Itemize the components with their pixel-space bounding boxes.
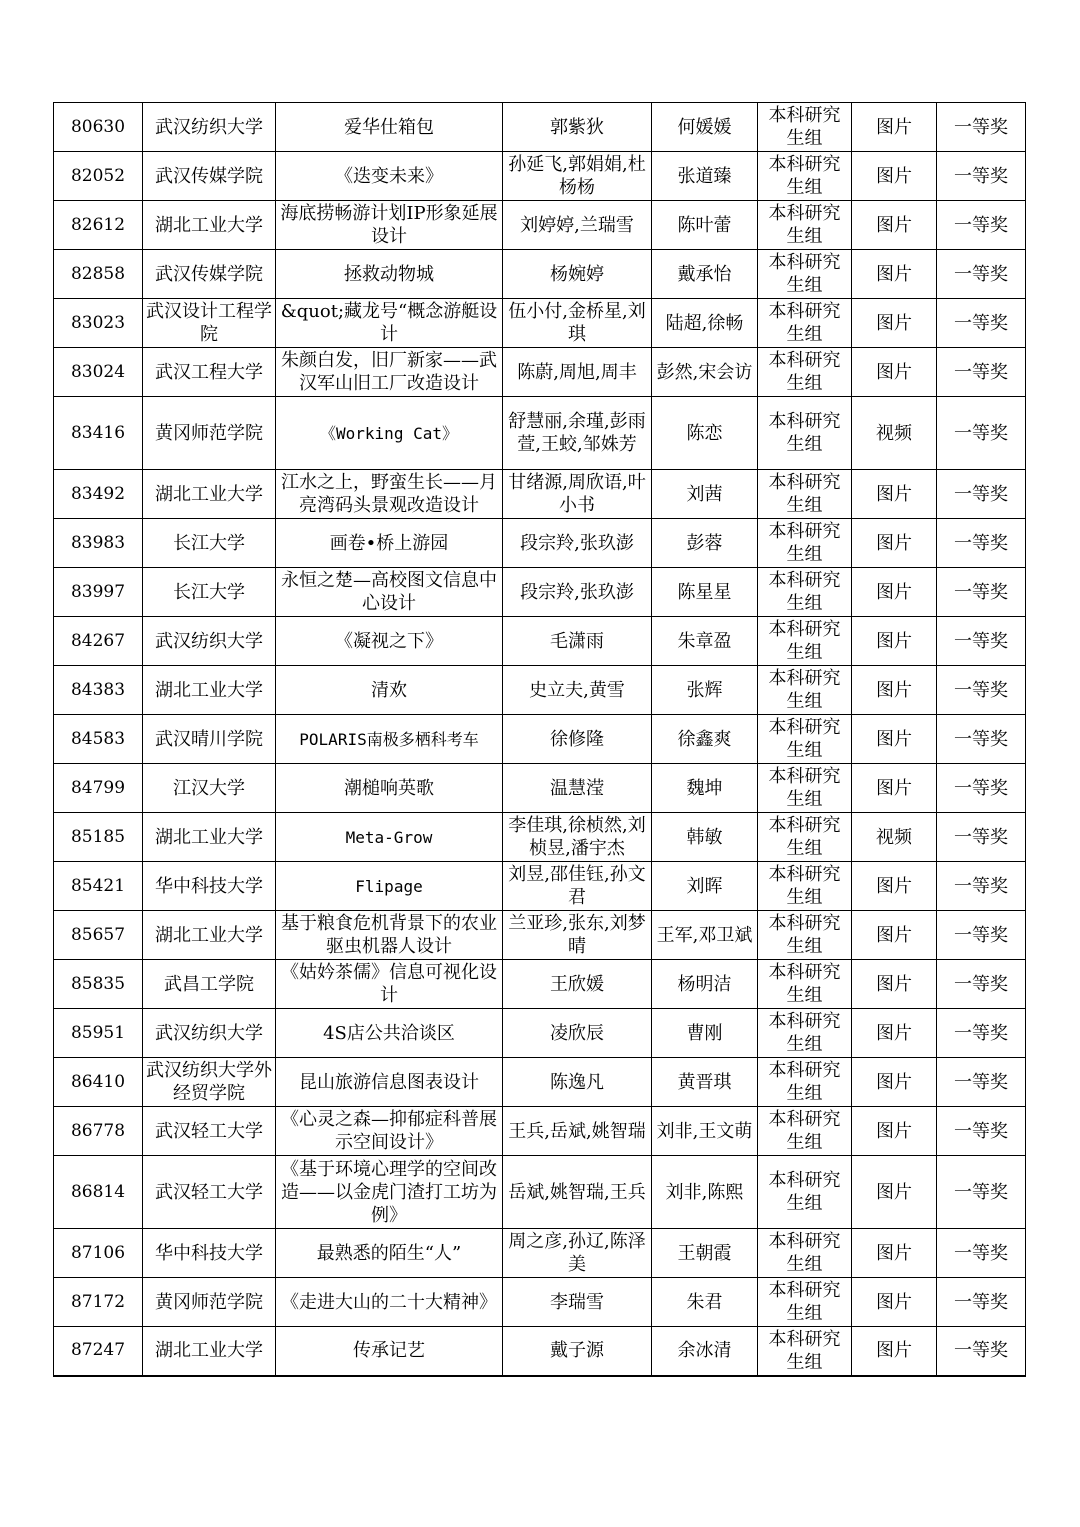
school-cell: 武汉晴川学院 — [143, 715, 276, 764]
work-title-cell: 传承记艺 — [276, 1327, 503, 1376]
table-row — [54, 715, 1026, 764]
table-row — [54, 764, 1026, 813]
school-cell: 武汉工程大学 — [143, 348, 276, 397]
work-title-cell: 昆山旅游信息图表设计 — [276, 1058, 503, 1107]
school-cell: 武汉纺织大学外经贸学院 — [143, 1058, 276, 1107]
entry-id-cell: 83983 — [54, 519, 143, 568]
table-row — [54, 201, 1026, 250]
awards-table — [53, 102, 1026, 1377]
award-cell: 一等奖 — [937, 201, 1026, 250]
school-cell: 华中科技大学 — [143, 1229, 276, 1278]
entry-id-cell: 80630 — [54, 103, 143, 152]
advisor-cell: 彭蓉 — [652, 519, 758, 568]
award-cell: 一等奖 — [937, 813, 1026, 862]
work-type-cell: 图片 — [852, 1058, 937, 1107]
entry-id-cell: 86410 — [54, 1058, 143, 1107]
work-type-cell: 图片 — [852, 862, 937, 911]
table-row — [54, 250, 1026, 299]
table-row — [54, 1278, 1026, 1327]
award-cell: 一等奖 — [937, 397, 1026, 470]
school-cell: 武汉设计工程学院 — [143, 299, 276, 348]
authors-cell: 李瑞雪 — [503, 1278, 652, 1327]
authors-cell: 段宗羚,张玖澎 — [503, 568, 652, 617]
work-title-cell: 《走进大山的二十大精神》 — [276, 1278, 503, 1327]
group-cell: 本科研究生组 — [758, 617, 852, 666]
entry-id-cell: 83997 — [54, 568, 143, 617]
work-type-cell: 图片 — [852, 201, 937, 250]
school-cell: 湖北工业大学 — [143, 911, 276, 960]
school-cell: 武汉轻工大学 — [143, 1156, 276, 1229]
school-cell: 湖北工业大学 — [143, 201, 276, 250]
group-cell: 本科研究生组 — [758, 470, 852, 519]
authors-cell: 杨婉婷 — [503, 250, 652, 299]
table-row — [54, 1229, 1026, 1278]
work-type-cell: 图片 — [852, 1229, 937, 1278]
work-title-cell: 潮槌响英歌 — [276, 764, 503, 813]
authors-cell: 周之彦,孙辽,陈泽美 — [503, 1229, 652, 1278]
work-type-cell: 图片 — [852, 1327, 937, 1376]
work-type-cell: 图片 — [852, 1107, 937, 1156]
authors-cell: 刘昱,邵佳钰,孙文君 — [503, 862, 652, 911]
school-cell: 武昌工学院 — [143, 960, 276, 1009]
work-type-cell: 图片 — [852, 617, 937, 666]
work-type-cell: 图片 — [852, 1156, 937, 1229]
award-cell: 一等奖 — [937, 103, 1026, 152]
entry-id-cell: 84267 — [54, 617, 143, 666]
advisor-cell: 张辉 — [652, 666, 758, 715]
advisor-cell: 刘茜 — [652, 470, 758, 519]
authors-cell: 温慧滢 — [503, 764, 652, 813]
entry-id-cell: 87247 — [54, 1327, 143, 1376]
school-cell: 武汉轻工大学 — [143, 1107, 276, 1156]
group-cell: 本科研究生组 — [758, 201, 852, 250]
work-type-cell: 图片 — [852, 715, 937, 764]
table-row — [54, 960, 1026, 1009]
group-cell: 本科研究生组 — [758, 519, 852, 568]
work-title-cell: 拯救动物城 — [276, 250, 503, 299]
work-type-cell: 图片 — [852, 519, 937, 568]
authors-cell: 刘婷婷,兰瑞雪 — [503, 201, 652, 250]
school-cell: 武汉纺织大学 — [143, 1009, 276, 1058]
authors-cell: 王欣媛 — [503, 960, 652, 1009]
work-title-cell: Meta-Grow — [276, 813, 503, 862]
advisor-cell: 朱君 — [652, 1278, 758, 1327]
group-cell: 本科研究生组 — [758, 250, 852, 299]
advisor-cell: 张道臻 — [652, 152, 758, 201]
school-cell: 湖北工业大学 — [143, 813, 276, 862]
school-cell: 武汉纺织大学 — [143, 103, 276, 152]
work-title-cell: 《Working Cat》 — [276, 397, 503, 470]
school-cell: 黄冈师范学院 — [143, 397, 276, 470]
school-cell: 湖北工业大学 — [143, 666, 276, 715]
school-cell: 长江大学 — [143, 568, 276, 617]
work-type-cell: 图片 — [852, 470, 937, 519]
advisor-cell: 魏坤 — [652, 764, 758, 813]
authors-cell: 伍小付,金桥星,刘琪 — [503, 299, 652, 348]
work-title-cell: Flipage — [276, 862, 503, 911]
group-cell: 本科研究生组 — [758, 348, 852, 397]
work-type-cell: 图片 — [852, 103, 937, 152]
entry-id-cell: 82858 — [54, 250, 143, 299]
school-cell: 武汉纺织大学 — [143, 617, 276, 666]
work-title-cell: &quot;藏龙号“概念游艇设计 — [276, 299, 503, 348]
table-row — [54, 1058, 1026, 1107]
work-type-cell: 图片 — [852, 152, 937, 201]
work-title-cell: 《姑妗茶儒》信息可视化设计 — [276, 960, 503, 1009]
work-type-cell: 图片 — [852, 250, 937, 299]
entry-id-cell: 84583 — [54, 715, 143, 764]
table-row — [54, 299, 1026, 348]
award-cell: 一等奖 — [937, 152, 1026, 201]
work-title-cell: 永恒之楚—高校图文信息中心设计 — [276, 568, 503, 617]
entry-id-cell: 82612 — [54, 201, 143, 250]
award-cell: 一等奖 — [937, 1229, 1026, 1278]
work-title-cell: 清欢 — [276, 666, 503, 715]
group-cell: 本科研究生组 — [758, 666, 852, 715]
award-cell: 一等奖 — [937, 911, 1026, 960]
work-type-cell: 图片 — [852, 960, 937, 1009]
group-cell: 本科研究生组 — [758, 1278, 852, 1327]
table-row — [54, 519, 1026, 568]
entry-id-cell: 84383 — [54, 666, 143, 715]
entry-id-cell: 82052 — [54, 152, 143, 201]
authors-cell: 兰亚珍,张东,刘梦晴 — [503, 911, 652, 960]
school-cell: 长江大学 — [143, 519, 276, 568]
group-cell: 本科研究生组 — [758, 911, 852, 960]
authors-cell: 徐修隆 — [503, 715, 652, 764]
authors-cell: 甘绪源,周欣语,叶小书 — [503, 470, 652, 519]
advisor-cell: 杨明洁 — [652, 960, 758, 1009]
table-row — [54, 862, 1026, 911]
authors-cell: 王兵,岳斌,姚智瑞 — [503, 1107, 652, 1156]
group-cell: 本科研究生组 — [758, 813, 852, 862]
award-cell: 一等奖 — [937, 519, 1026, 568]
award-cell: 一等奖 — [937, 348, 1026, 397]
award-cell: 一等奖 — [937, 1009, 1026, 1058]
advisor-cell: 王军,邓卫斌 — [652, 911, 758, 960]
advisor-cell: 彭然,宋会访 — [652, 348, 758, 397]
advisor-cell: 刘非,王文萌 — [652, 1107, 758, 1156]
entry-id-cell: 83416 — [54, 397, 143, 470]
advisor-cell: 何媛媛 — [652, 103, 758, 152]
entry-id-cell: 85835 — [54, 960, 143, 1009]
award-cell: 一等奖 — [937, 1278, 1026, 1327]
advisor-cell: 陆超,徐畅 — [652, 299, 758, 348]
work-title-cell: 《基于环境心理学的空间改造——以金虎门渣打工坊为例》 — [276, 1156, 503, 1229]
award-cell: 一等奖 — [937, 299, 1026, 348]
work-type-cell: 图片 — [852, 1009, 937, 1058]
work-title-cell: 爱华仕箱包 — [276, 103, 503, 152]
school-cell: 华中科技大学 — [143, 862, 276, 911]
school-cell: 武汉传媒学院 — [143, 250, 276, 299]
work-type-cell: 图片 — [852, 764, 937, 813]
award-cell: 一等奖 — [937, 1058, 1026, 1107]
table-row — [54, 348, 1026, 397]
advisor-cell: 徐鑫爽 — [652, 715, 758, 764]
table-row — [54, 813, 1026, 862]
entry-id-cell: 83024 — [54, 348, 143, 397]
work-type-cell: 图片 — [852, 911, 937, 960]
table-row — [54, 617, 1026, 666]
school-cell: 黄冈师范学院 — [143, 1278, 276, 1327]
advisor-cell: 王朝霞 — [652, 1229, 758, 1278]
school-cell: 湖北工业大学 — [143, 1327, 276, 1376]
group-cell: 本科研究生组 — [758, 1107, 852, 1156]
advisor-cell: 陈叶蕾 — [652, 201, 758, 250]
work-title-cell: 《凝视之下》 — [276, 617, 503, 666]
advisor-cell: 刘晖 — [652, 862, 758, 911]
work-title-cell: 朱颜白发，旧厂新家——武汉军山旧工厂改造设计 — [276, 348, 503, 397]
entry-id-cell: 87172 — [54, 1278, 143, 1327]
award-cell: 一等奖 — [937, 1156, 1026, 1229]
award-cell: 一等奖 — [937, 764, 1026, 813]
award-cell: 一等奖 — [937, 568, 1026, 617]
work-type-cell: 图片 — [852, 666, 937, 715]
award-cell: 一等奖 — [937, 250, 1026, 299]
authors-cell: 孙延飞,郭娟娟,杜杨杨 — [503, 152, 652, 201]
work-title-cell: 《心灵之森—抑郁症科普展示空间设计》 — [276, 1107, 503, 1156]
entry-id-cell: 85657 — [54, 911, 143, 960]
entry-id-cell: 83492 — [54, 470, 143, 519]
work-type-cell: 图片 — [852, 348, 937, 397]
work-title-cell: 基于粮食危机背景下的农业驱虫机器人设计 — [276, 911, 503, 960]
work-type-cell: 视频 — [852, 397, 937, 470]
work-title-cell: 画卷•桥上游园 — [276, 519, 503, 568]
table-row — [54, 1327, 1026, 1376]
group-cell: 本科研究生组 — [758, 1229, 852, 1278]
work-title-cell: 江水之上，野蛮生长——月亮湾码头景观改造设计 — [276, 470, 503, 519]
work-title-cell: 最熟悉的陌生“人” — [276, 1229, 503, 1278]
entry-id-cell: 86778 — [54, 1107, 143, 1156]
work-type-cell: 图片 — [852, 299, 937, 348]
advisor-cell: 余冰清 — [652, 1327, 758, 1376]
table-row — [54, 1009, 1026, 1058]
award-cell: 一等奖 — [937, 715, 1026, 764]
group-cell: 本科研究生组 — [758, 1009, 852, 1058]
award-cell: 一等奖 — [937, 862, 1026, 911]
awards-table-body — [54, 103, 1026, 1376]
school-cell: 武汉传媒学院 — [143, 152, 276, 201]
work-type-cell: 视频 — [852, 813, 937, 862]
award-cell: 一等奖 — [937, 470, 1026, 519]
authors-cell: 凌欣辰 — [503, 1009, 652, 1058]
authors-cell: 段宗羚,张玖澎 — [503, 519, 652, 568]
group-cell: 本科研究生组 — [758, 862, 852, 911]
school-cell: 江汉大学 — [143, 764, 276, 813]
group-cell: 本科研究生组 — [758, 152, 852, 201]
advisor-cell: 刘非,陈熙 — [652, 1156, 758, 1229]
entry-id-cell: 84799 — [54, 764, 143, 813]
group-cell: 本科研究生组 — [758, 1058, 852, 1107]
work-type-cell: 图片 — [852, 568, 937, 617]
group-cell: 本科研究生组 — [758, 960, 852, 1009]
authors-cell: 戴子源 — [503, 1327, 652, 1376]
award-cell: 一等奖 — [937, 1327, 1026, 1376]
group-cell: 本科研究生组 — [758, 715, 852, 764]
table-row — [54, 397, 1026, 470]
work-title-cell: 《迭变未来》 — [276, 152, 503, 201]
table-row — [54, 666, 1026, 715]
advisor-cell: 陈恋 — [652, 397, 758, 470]
work-title-cell: POLARIS南极多栖科考车 — [276, 715, 503, 764]
table-row — [54, 103, 1026, 152]
group-cell: 本科研究生组 — [758, 1156, 852, 1229]
table-row — [54, 568, 1026, 617]
entry-id-cell: 85421 — [54, 862, 143, 911]
authors-cell: 毛潇雨 — [503, 617, 652, 666]
award-cell: 一等奖 — [937, 1107, 1026, 1156]
group-cell: 本科研究生组 — [758, 397, 852, 470]
table-row — [54, 1156, 1026, 1229]
authors-cell: 陈蔚,周旭,周丰 — [503, 348, 652, 397]
advisor-cell: 黄晋琪 — [652, 1058, 758, 1107]
award-cell: 一等奖 — [937, 960, 1026, 1009]
work-title-cell: 海底捞畅游计划IP形象延展设计 — [276, 201, 503, 250]
entry-id-cell: 83023 — [54, 299, 143, 348]
entry-id-cell: 85185 — [54, 813, 143, 862]
authors-cell: 郭紫狄 — [503, 103, 652, 152]
authors-cell: 史立夫,黄雪 — [503, 666, 652, 715]
advisor-cell: 曹刚 — [652, 1009, 758, 1058]
authors-cell: 岳斌,姚智瑞,王兵 — [503, 1156, 652, 1229]
group-cell: 本科研究生组 — [758, 568, 852, 617]
work-type-cell: 图片 — [852, 1278, 937, 1327]
authors-cell: 陈逸凡 — [503, 1058, 652, 1107]
group-cell: 本科研究生组 — [758, 1327, 852, 1376]
advisor-cell: 朱章盈 — [652, 617, 758, 666]
entry-id-cell: 86814 — [54, 1156, 143, 1229]
table-row — [54, 911, 1026, 960]
award-cell: 一等奖 — [937, 666, 1026, 715]
advisor-cell: 韩敏 — [652, 813, 758, 862]
entry-id-cell: 87106 — [54, 1229, 143, 1278]
group-cell: 本科研究生组 — [758, 103, 852, 152]
group-cell: 本科研究生组 — [758, 764, 852, 813]
authors-cell: 李佳琪,徐桢然,刘桢昱,潘宇杰 — [503, 813, 652, 862]
authors-cell: 舒慧丽,余瑾,彭雨萱,王蛟,邹姝芳 — [503, 397, 652, 470]
advisor-cell: 戴承怡 — [652, 250, 758, 299]
award-cell: 一等奖 — [937, 617, 1026, 666]
school-cell: 湖北工业大学 — [143, 470, 276, 519]
group-cell: 本科研究生组 — [758, 299, 852, 348]
advisor-cell: 陈星星 — [652, 568, 758, 617]
entry-id-cell: 85951 — [54, 1009, 143, 1058]
table-row — [54, 1107, 1026, 1156]
table-row — [54, 152, 1026, 201]
work-title-cell: 4S店公共洽谈区 — [276, 1009, 503, 1058]
table-row — [54, 470, 1026, 519]
